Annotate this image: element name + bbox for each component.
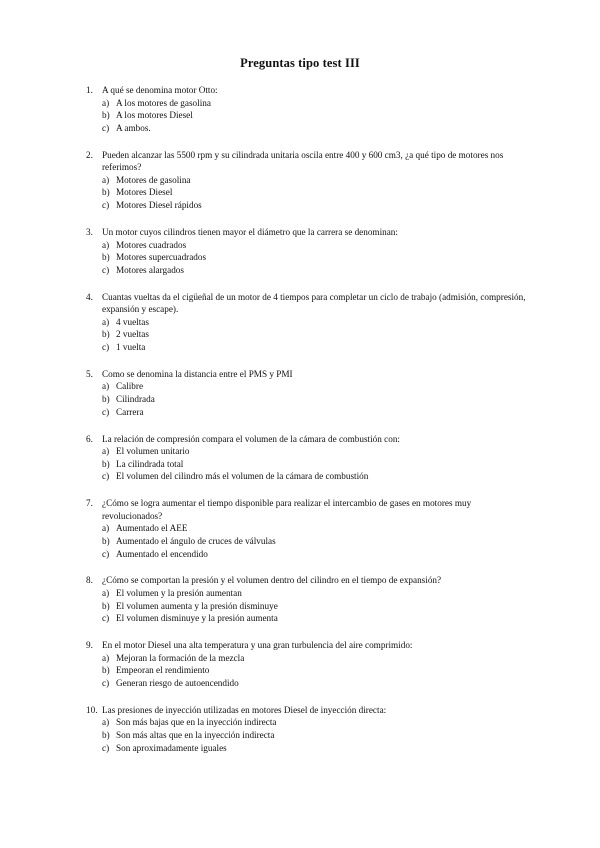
question-number: 9. <box>86 640 93 651</box>
answer-option <box>86 264 526 277</box>
option-letter: a) <box>102 717 110 728</box>
option-text: La cilindrada total <box>116 458 184 469</box>
question-list <box>86 84 526 769</box>
option-letter: c) <box>102 471 110 482</box>
question-number: 5. <box>86 368 93 379</box>
answer-option <box>86 445 526 458</box>
question-number: 3. <box>86 226 93 237</box>
question-text: Un motor cuyos cilindros tienen mayor el diámetro que la carrera se denominan: <box>102 226 398 237</box>
option-letter: b) <box>102 458 110 469</box>
option-text: Carrera <box>116 406 144 417</box>
option-text: El volumen unitario <box>116 446 190 457</box>
answer-option <box>86 729 526 742</box>
option-text: A los motores Diesel <box>116 110 193 121</box>
answer-option <box>86 742 526 755</box>
answer-option <box>86 664 526 677</box>
answer-option <box>86 239 526 252</box>
option-letter: a) <box>102 381 110 392</box>
option-letter: c) <box>102 742 110 753</box>
answer-option <box>86 341 526 354</box>
answer-option <box>86 109 526 122</box>
answer-option <box>86 406 526 419</box>
option-letter: b) <box>102 665 110 676</box>
question-stem <box>86 497 526 522</box>
option-letter: a) <box>102 588 110 599</box>
question-text: Pueden alcanzar las 5500 rpm y su cilindrada unitaria oscila entre 400 y 600 cm3, ¿a qué tipo de motores nos referimos? <box>102 149 504 173</box>
option-letter: c) <box>102 200 110 211</box>
answer-option <box>86 548 526 561</box>
option-text: 1 vuelta <box>116 341 146 352</box>
question-number: 2. <box>86 149 93 160</box>
answer-option <box>86 652 526 665</box>
option-letter: c) <box>102 677 110 688</box>
option-letter: a) <box>102 316 110 327</box>
question-4 <box>86 291 526 354</box>
question-number: 4. <box>86 291 93 302</box>
option-letter: b) <box>102 730 110 741</box>
option-text: Generan riesgo de autoencendido <box>116 677 239 688</box>
question-8 <box>86 574 526 624</box>
option-text: Motores de gasolina <box>116 174 191 185</box>
option-text: Aumentado el AEE <box>116 523 188 534</box>
answer-option <box>86 470 526 483</box>
option-letter: b) <box>102 252 110 263</box>
question-stem <box>86 149 526 174</box>
option-letter: b) <box>102 536 110 546</box>
answer-option <box>86 316 526 329</box>
option-text: Motores cuadrados <box>116 239 187 250</box>
question-text: Cuantas vueltas da el cigüeñal de un motor de 4 tiempos para completar un ciclo de trabajo (admisión, compresión, expansión y escape). <box>102 291 526 315</box>
question-stem <box>86 574 526 587</box>
answer-option <box>86 199 526 212</box>
option-text: Motores Diesel rápidos <box>116 200 202 211</box>
option-text: Cilindrada <box>116 394 155 405</box>
question-5 <box>86 368 526 418</box>
option-letter: c) <box>102 122 110 133</box>
answer-option <box>86 186 526 199</box>
answer-option <box>86 677 526 690</box>
answer-option <box>86 587 526 600</box>
question-number: 6. <box>86 433 93 444</box>
option-text: Mejoran la formación de la mezcla <box>116 652 245 663</box>
option-text: Empeoran el rendimiento <box>116 665 210 676</box>
option-letter: a) <box>102 446 110 457</box>
option-text: Motores supercuadrados <box>116 252 207 263</box>
option-letter: c) <box>102 406 110 417</box>
question-9 <box>86 639 526 689</box>
question-stem <box>86 639 526 652</box>
answer-option <box>86 600 526 613</box>
answer-option <box>86 328 526 341</box>
question-3 <box>86 226 526 276</box>
option-letter: b) <box>102 329 110 340</box>
question-number: 8. <box>86 575 93 586</box>
question-text: La relación de compresión compara el volumen de la cámara de combustión con: <box>102 433 400 444</box>
question-text: Como se denomina la distancia entre el PMS y PMI <box>102 368 293 379</box>
answer-option <box>86 251 526 264</box>
option-letter: c) <box>102 613 110 624</box>
question-text: A qué se denomina motor Otto: <box>102 85 218 95</box>
option-letter: a) <box>102 174 110 185</box>
question-text: ¿Cómo se comportan la presión y el volumen dentro del cilindro en el tiempo de expansión? <box>102 575 442 586</box>
option-letter: a) <box>102 239 110 250</box>
question-7 <box>86 497 526 560</box>
question-stem <box>86 433 526 446</box>
option-letter: a) <box>102 97 110 108</box>
option-text: El volumen y la presión aumentan <box>116 588 242 599</box>
answer-option <box>86 716 526 729</box>
option-letter: b) <box>102 600 110 611</box>
question-text: Las presiones de inyección utilizadas en motores Diesel de inyección directa: <box>102 704 387 715</box>
question-2 <box>86 149 526 212</box>
option-text: El volumen del cilindro más el volumen de la cámara de combustión <box>116 471 369 482</box>
question-text: En el motor Diesel una alta temperatura y una gran turbulencia del aire comprimido: <box>102 640 413 651</box>
option-text: A los motores de gasolina <box>116 97 211 108</box>
question-10 <box>86 704 526 754</box>
question-number: 10. <box>86 704 98 715</box>
question-number: 1. <box>86 85 93 95</box>
question-stem <box>86 84 526 97</box>
question-stem <box>86 368 526 381</box>
answer-option <box>86 458 526 471</box>
question-stem <box>86 226 526 239</box>
option-text: Motores Diesel <box>116 187 173 198</box>
question-number: 7. <box>86 498 93 509</box>
question-1 <box>86 84 526 134</box>
option-text: 2 vueltas <box>116 329 149 340</box>
option-text: Son más bajas que en la inyección indirecta <box>116 717 277 728</box>
option-text: Son aproximadamente iguales <box>116 742 227 753</box>
option-letter: c) <box>102 264 110 275</box>
option-text: Aumentado el encendido <box>116 548 208 559</box>
question-text: ¿Cómo se logra aumentar el tiempo disponible para realizar el intercambio de gases en motores muy revolucionados? <box>102 498 472 521</box>
option-text: Motores alargados <box>116 264 184 275</box>
answer-option <box>86 393 526 406</box>
answer-option <box>86 522 526 535</box>
option-letter: b) <box>102 394 110 405</box>
option-text: Son más altas que en la inyección indirecta <box>116 730 275 741</box>
answer-option <box>86 122 526 135</box>
answer-option <box>86 380 526 393</box>
answer-option <box>86 97 526 110</box>
page-title: Preguntas tipo test III <box>240 56 360 70</box>
option-text: 4 vueltas <box>116 316 149 327</box>
question-6 <box>86 433 526 483</box>
option-text: A ambos. <box>116 122 151 133</box>
option-text: El volumen aumenta y la presión disminuye <box>116 600 278 611</box>
option-letter: b) <box>102 110 110 121</box>
option-letter: c) <box>102 341 110 352</box>
answer-option <box>86 174 526 187</box>
option-letter: b) <box>102 187 110 198</box>
answer-option <box>86 535 526 548</box>
option-text: El volumen disminuye y la presión aumenta <box>116 613 278 624</box>
question-stem <box>86 291 526 316</box>
answer-option <box>86 612 526 625</box>
question-stem <box>86 704 526 717</box>
option-text: Aumentado el ángulo de cruces de válvulas <box>116 536 276 546</box>
option-letter: a) <box>102 523 110 534</box>
option-letter: c) <box>102 548 110 559</box>
option-text: Calibre <box>116 381 144 392</box>
option-letter: a) <box>102 652 110 663</box>
